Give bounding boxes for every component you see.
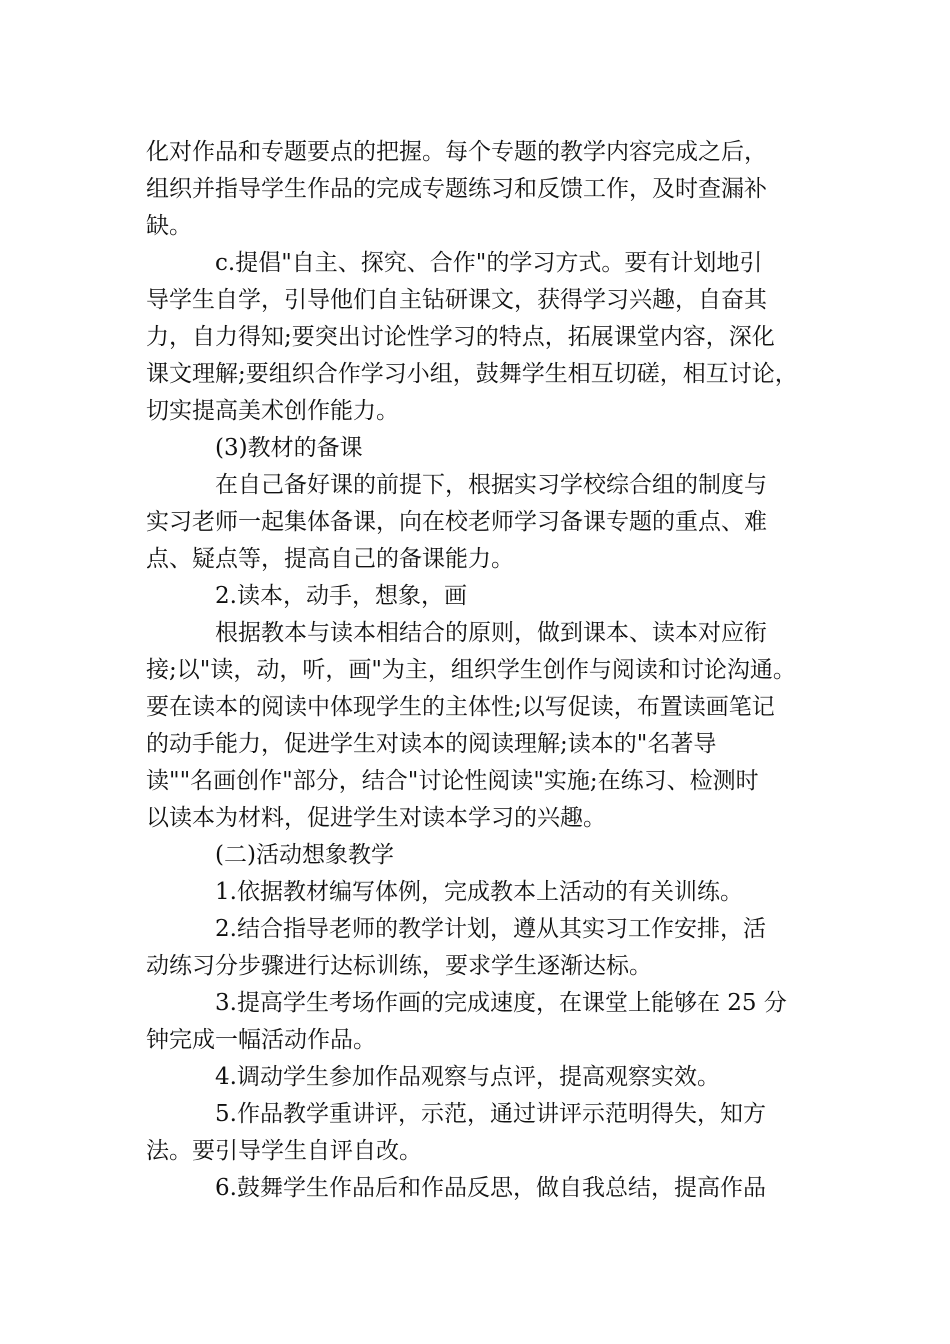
text-line: 实习老师一起集体备课，向在校老师学习备课专题的重点、难 xyxy=(146,509,767,535)
text-line: 动练习分步骤进行达标训练，要求学生逐渐达标。 xyxy=(146,953,652,979)
text-line: 根据教本与读本相结合的原则，做到课本、读本对应衔 xyxy=(215,620,767,646)
text-line: 在自己备好课的前提下，根据实习学校综合组的制度与 xyxy=(215,472,767,498)
section-heading: (二)活动想象教学 xyxy=(215,842,394,868)
text-line: 2.结合指导老师的教学计划，遵从其实习工作安排，活 xyxy=(215,916,766,942)
text-line: 组织并指导学生作品的完成专题练习和反馈工作，及时查漏补 xyxy=(146,176,767,202)
section-heading: (3)教材的备课 xyxy=(215,435,363,461)
text-line: c.提倡"自主、探究、合作"的学习方式。要有计划地引 xyxy=(215,250,763,276)
text-line: 力，自力得知;要突出讨论性学习的特点，拓展课堂内容，深化 xyxy=(146,324,775,350)
section-heading: 2.读本，动手，想象，画 xyxy=(215,583,467,609)
text-line: 6.鼓舞学生作品后和作品反思，做自我总结，提高作品 xyxy=(215,1175,766,1201)
text-line: 缺。 xyxy=(146,213,192,239)
text-line: 钟完成一幅活动作品。 xyxy=(146,1027,376,1053)
text-line: 读""名画创作"部分，结合"讨论性阅读"实施;在练习、检测时 xyxy=(146,768,759,794)
text-line: 3.提高学生考场作画的完成速度，在课堂上能够在 25 分 xyxy=(215,990,787,1016)
text-line: 以读本为材料，促进学生对读本学习的兴趣。 xyxy=(146,805,606,831)
text-line: 要在读本的阅读中体现学生的主体性;以写促读，布置读画笔记 xyxy=(146,694,775,720)
text-line: 的动手能力，促进学生对读本的阅读理解;读本的"名著导 xyxy=(146,731,717,757)
text-line: 法。要引导学生自评自改。 xyxy=(146,1138,422,1164)
text-line: 4.调动学生参加作品观察与点评，提高观察实效。 xyxy=(215,1064,720,1090)
text-line: 点、疑点等，提高自己的备课能力。 xyxy=(146,546,514,572)
text-line: 5.作品教学重讲评，示范，通过讲评示范明得失，知方 xyxy=(215,1101,766,1127)
text-line: 接;以"读，动，听，画"为主，组织学生创作与阅读和讨论沟通。 xyxy=(146,657,796,683)
text-line: 导学生自学，引导他们自主钻研课文，获得学习兴趣，自奋其 xyxy=(146,287,767,313)
text-line: 切实提高美术创作能力。 xyxy=(146,398,399,424)
text-line: 课文理解;要组织合作学习小组，鼓舞学生相互切磋，相互讨论， xyxy=(146,361,798,387)
text-line: 化对作品和专题要点的把握。每个专题的教学内容完成之后， xyxy=(146,139,767,165)
text-line: 1.依据教材编写体例，完成教本上活动的有关训练。 xyxy=(215,879,743,905)
